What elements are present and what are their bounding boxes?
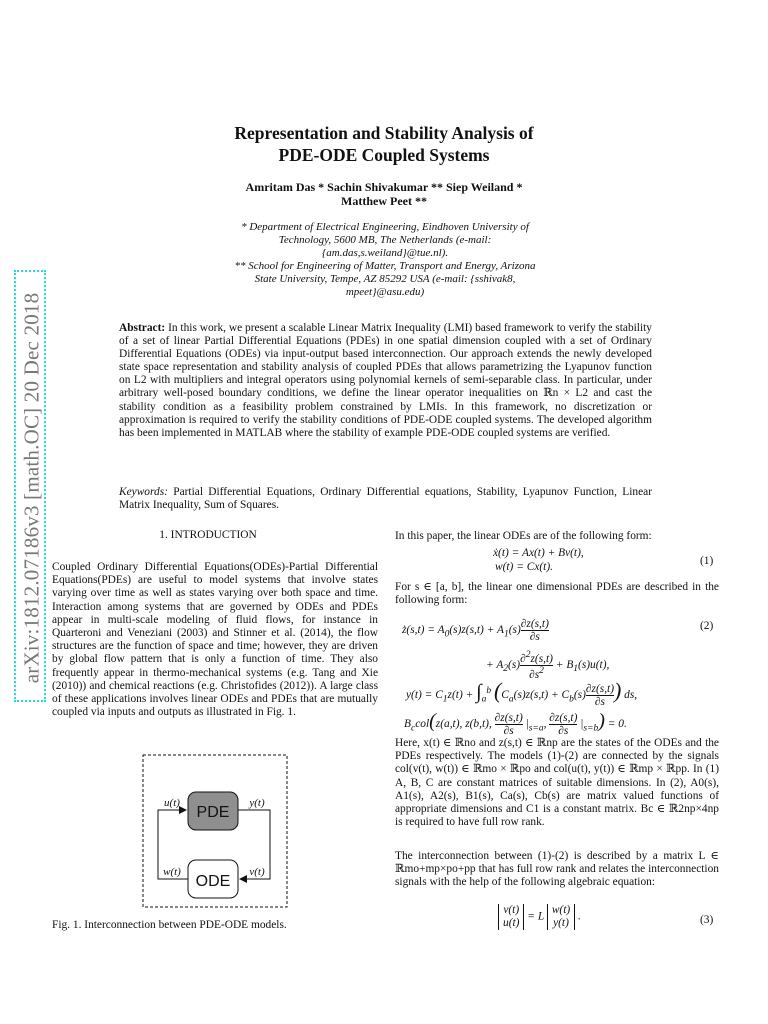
affil-1-line-1: * Department of Electrical Engineering, Eindhoven University of [241,221,529,233]
affiliations [170,221,600,299]
w-label: w(t) [163,866,181,878]
authors-line-2: Matthew Peet ** [341,194,427,208]
u-label: u(t) [164,797,180,809]
right-paragraph-2: For s ∈ [a, b], the linear one dimensional PDEs are described in the following form: [395,581,719,607]
pde-label: PDE [196,804,230,821]
eq2-number: (2) [700,620,714,632]
keywords-text: Partial Differential Equations, Ordinary Differential equations, Stability, Lyapunov Function, Linear Matrix Inequality, Sum of Squares. [119,486,652,512]
equation-1 [493,546,584,574]
authors [0,180,768,208]
ode-label: ODE [195,873,231,890]
arxiv-stamp [14,270,46,702]
authors-line-1: Amritam Das * Sachin Shivakumar ** Siep Weiland * [245,180,523,194]
abstract-label: Abstract: [119,322,166,334]
title-line-1: Representation and Stability Analysis of [234,123,534,143]
keywords [119,486,652,512]
right-paragraph-4: The interconnection between (1)-(2) is described by a matrix L ∈ ℝmo+mp×po+pp that has full row rank and relates the interconnection signals with the help of the following algebraic equation: [395,850,719,889]
affil-2-line-2: State University, Tempe, AZ 85292 USA (e-mail: {sshivak8, [254,273,516,285]
eq1-number: (1) [700,555,714,567]
y-label: y(t) [249,797,265,809]
v-label: v(t) [249,866,265,878]
figure-caption: Fig. 1. Interconnection between PDE-ODE models. [52,919,287,931]
abstract [119,322,652,440]
affil-1-line-3: {am.das,s.weiland}@tue.nl). [321,247,449,259]
eq1-line-1: ẋ(t) = Ax(t) + Bv(t), [493,547,584,559]
affil-2-line-3: mpeet}@asu.edu) [345,286,425,298]
intro-paragraph: Coupled Ordinary Differential Equations(ODEs)-Partial Differential Equations(PDEs) are useful to model systems that involve states varying over time as well as states varying over both space and time. Interaction among systems that are governed by ODEs and PDEs appear in multi-scale modeling of fluid flows, for instance in Quarteroni and Veneziani (2003) and Stinner et al. (2014), the flow structures are the function of space and time; however, they are driven by global flow pattern that is only a function of time. They also frequently appear in thermo-mechanical systems (e.g. Tang and Xie (2010)) and chemical reactions (e.g. Christofides (2012)). A large class of these applications involves linear ODEs and PDEs that are mutually coupled via inputs and outputs as illustrated in Fig. 1. [52,561,378,719]
section-heading: 1. INTRODUCTION [159,529,257,541]
eq3-number: (3) [700,914,714,926]
paper-title [0,122,768,166]
right-paragraph-3: Here, x(t) ∈ ℝno and z(s,t) ∈ ℝnp are the states of the ODEs and the PDEs respectively. The models (1)-(2) are connected by the signals col(v(t), w(t)) ∈ ℝmo × ℝpo and col(u(t), y(t)) ∈ ℝmp × ℝpp. In (1) A, B, C are constant matrices of suitable dimensions. In (2), A0(s), A1(s), A2(s), B1(s), Ca(s), Cb(s) are matrix valued functions of appropriate dimensions and C1 is a constant matrix. Bc ∈ ℝ2np×4np is required to have full row rank. [395,737,719,829]
eq1-line-2: w(t) = Cx(t). [495,561,553,573]
right-paragraph-1: In this paper, the linear ODEs are of the following form: [395,530,652,542]
affil-1-line-2: Technology, 5600 MB, The Netherlands (e-mail: [278,234,492,246]
title-line-2: PDE-ODE Coupled Systems [278,145,490,165]
equation-3: v(t) u(t) = L w(t) y(t) . [498,904,581,930]
affil-2-line-1: ** School for Engineering of Matter, Transport and Energy, Arizona [234,260,536,272]
figure-1 [140,752,300,912]
keywords-label: Keywords: [119,486,168,498]
abstract-text: In this work, we present a scalable Linear Matrix Inequality (LMI) based framework to verify the stability of a set of linear Partial Differential Equations (PDEs) in one spatial dimension coupled with a set of Ordinary Differential Equations (ODEs) via input-output based interconnection. Our approach extends the newly developed state space representation and stability analysis of coupled PDEs that allows parametrizing the Lyapunov function on L2 with multipliers and integral operators using polynomial kernels of semi-separable class. In particular, under arbitrary well-posed boundary conditions, we define the linear operator inequalities on ℝn × L2 and cast the stability condition as a feasibility problem constrained by LMIs. In this framework, no discretization or approximation is required to verify the stability conditions of PDE-ODE coupled systems. The developed algorithm has been implemented in MATLAB where the stability of example PDE-ODE coupled systems are verified. [119,322,652,439]
arxiv-id: arXiv:1812.07186v3 [math.OC] 20 Dec 2018 [19,292,44,684]
